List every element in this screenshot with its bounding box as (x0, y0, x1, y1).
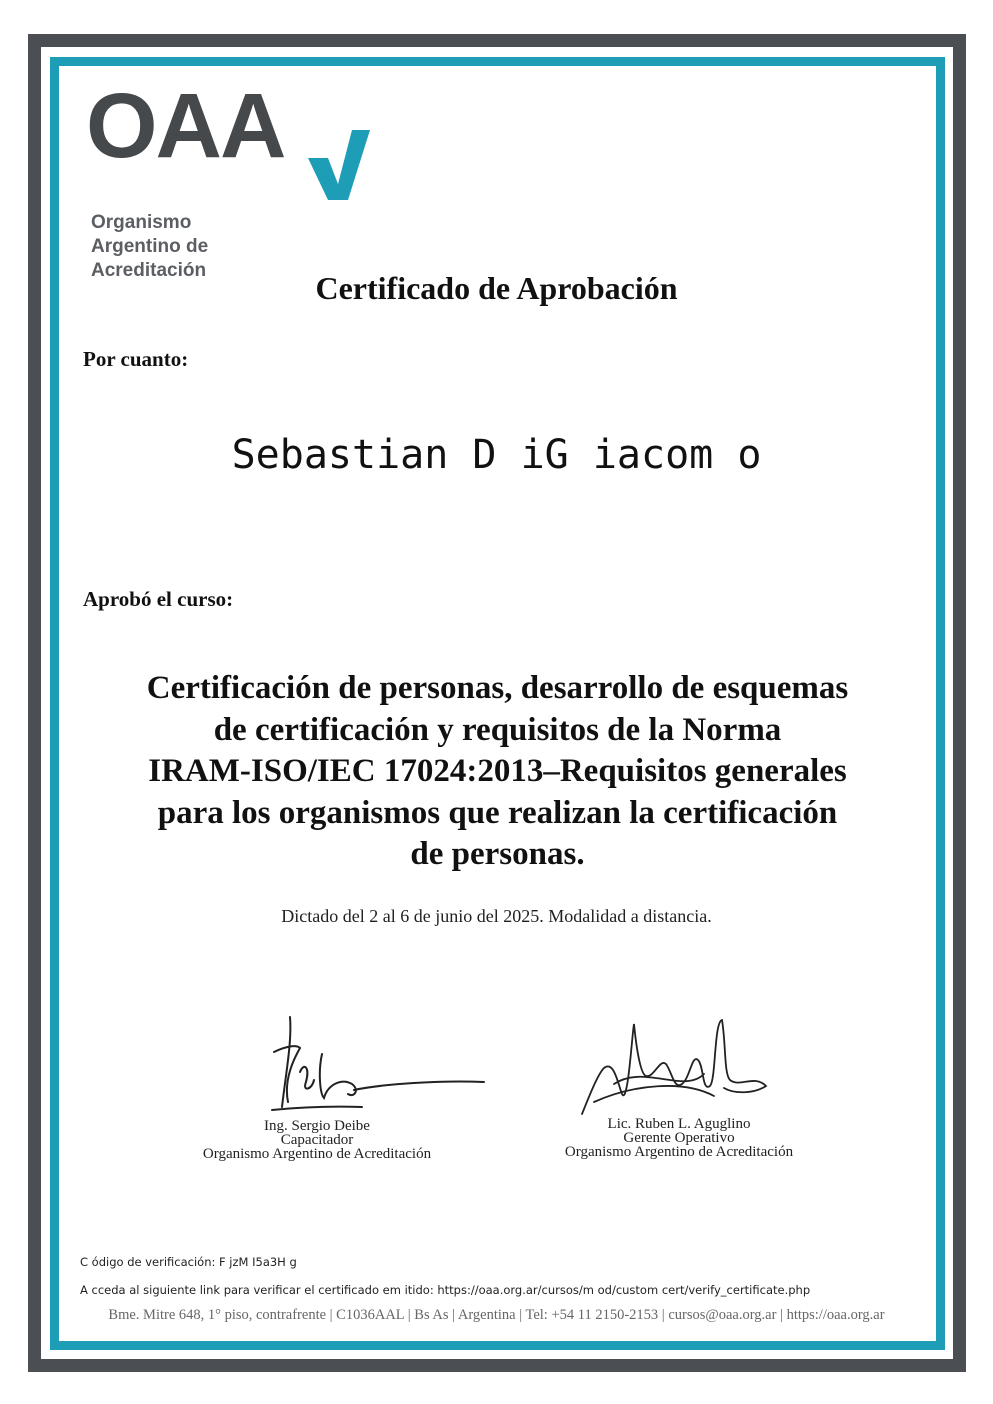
signer-name: Ing. Sergio Deibe (264, 1118, 370, 1134)
verification-code: C ódigo de verificación: F jzM I5a3H g (80, 1255, 297, 1269)
course-title (110, 668, 885, 876)
footer-contact: Bme. Mitre 648, 1° piso, contrafrente | C1036AAL | Bs As | Argentina | Tel: +54 11 2150-2153 | cursos@oaa.org.ar | https://oaa.org.ar (108, 1307, 885, 1323)
checkmark-icon (308, 130, 370, 200)
recipient-name: Sebastian D iG iacom o (231, 432, 762, 478)
aprobo-label: Aprobó el curso: (83, 587, 234, 611)
signature-block-aguglino (529, 1117, 829, 1159)
signature-deibe-graphic (262, 1012, 490, 1122)
org-line-3: Acreditación (91, 260, 207, 281)
signer-role: Capacitador (280, 1132, 354, 1148)
signer-name: Lic. Ruben L. Aguglino (607, 1116, 751, 1132)
course-line: de certificación y requisitos de la Norma (213, 711, 782, 748)
certificate-title: Certificado de Aprobación (315, 270, 678, 306)
org-line-1: Organismo (91, 212, 192, 233)
course-line: de personas. (410, 836, 585, 872)
logo-acronym: OAA (86, 75, 285, 177)
signer-role: Gerente Operativo (623, 1130, 735, 1146)
verification-link[interactable]: A cceda al siguiente link para verificar el certificado em itido: https://oaa.org.ar/cursos/m od/custom cert/verify_certificate.php (80, 1283, 811, 1297)
signature-block-deibe (167, 1119, 467, 1161)
org-line-2: Argentino de (91, 236, 209, 257)
course-line: para los organismos que realizan la certificación (157, 794, 838, 831)
signer-org: Organismo Argentino de Acreditación (202, 1146, 432, 1162)
course-line: Certificación de personas, desarrollo de esquemas (146, 670, 849, 706)
course-dates: Dictado del 2 al 6 de junio del 2025. Modalidad a distancia. (281, 906, 712, 926)
por-cuanto-label: Por cuanto: (83, 347, 189, 371)
course-line: IRAM-ISO/IEC 17024:2013–Requisitos generales (148, 753, 847, 789)
signature-aguglino-graphic (574, 1014, 774, 1118)
signer-org: Organismo Argentino de Acreditación (564, 1144, 794, 1160)
